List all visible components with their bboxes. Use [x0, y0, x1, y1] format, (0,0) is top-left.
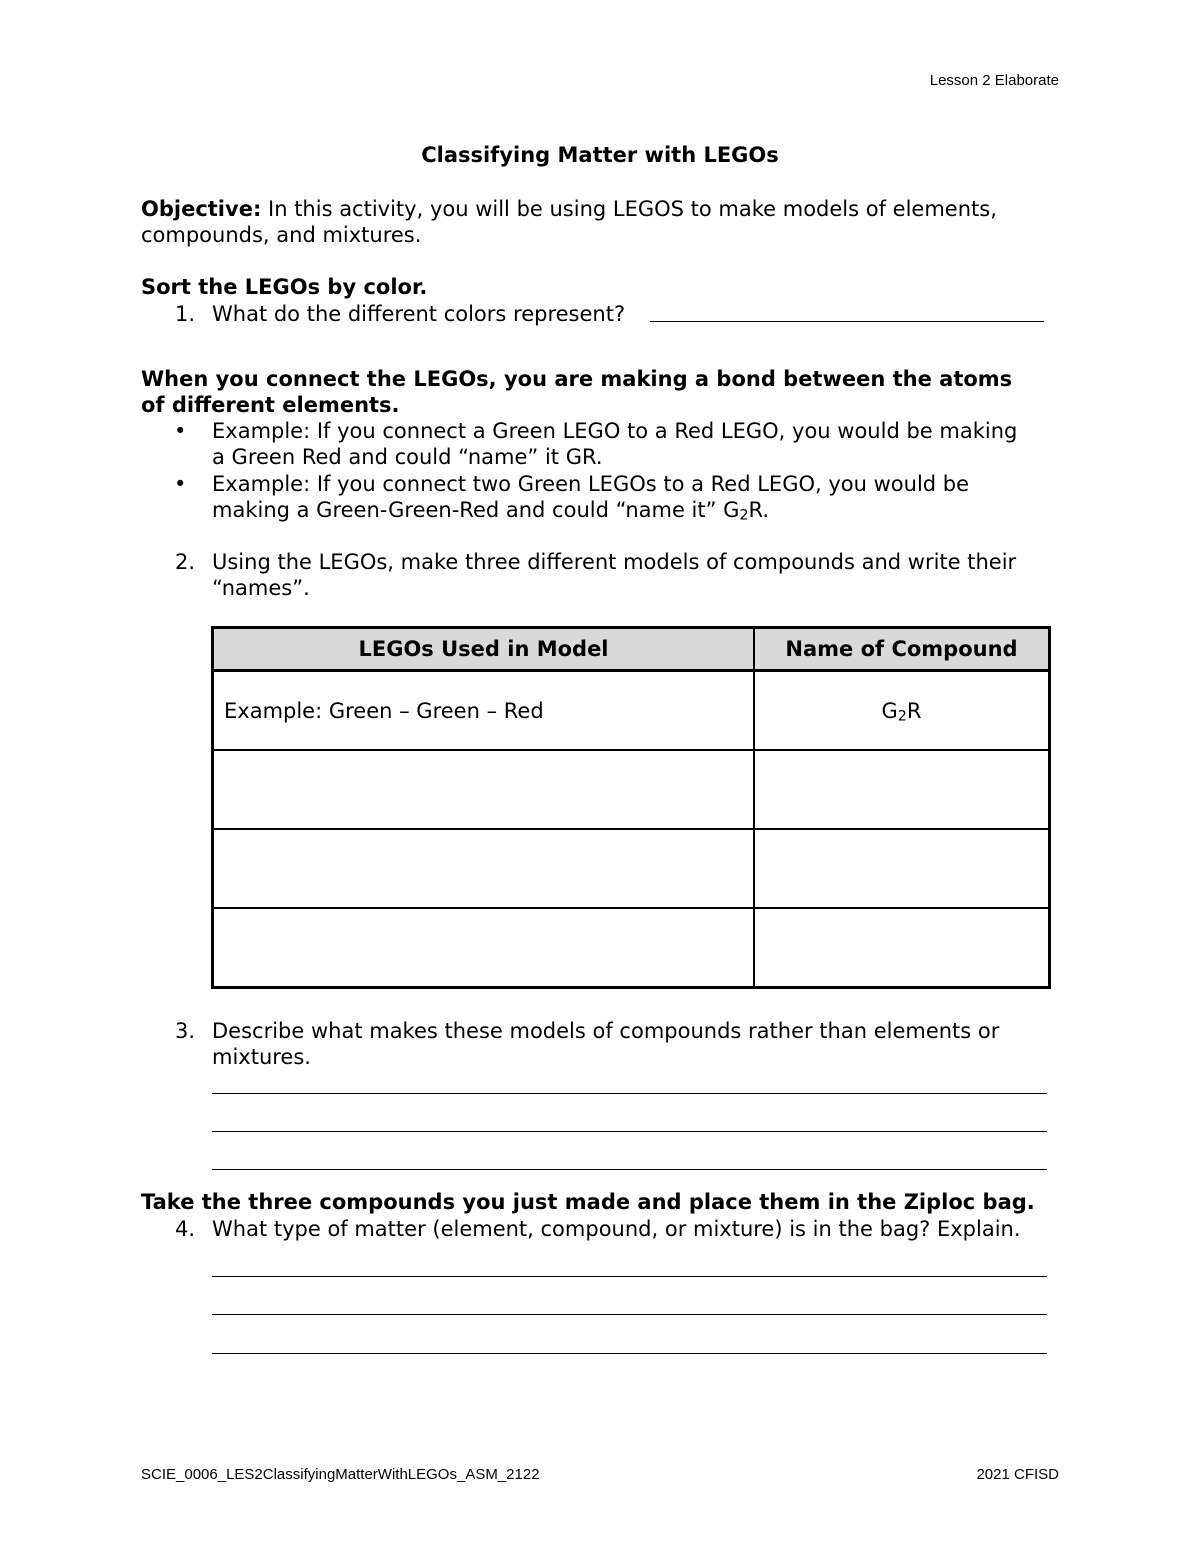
q1-number: 1. [175, 302, 196, 326]
bond-heading-1: When you connect the LEGOs, you are making a bond between the atoms [141, 367, 1013, 391]
bullet-2-line-1: Example: If you connect two Green LEGOs to a Red LEGO, you would be [212, 472, 970, 496]
table-row-example [213, 671, 1050, 751]
bullet-dot-2: • [174, 472, 187, 496]
table-header-row [213, 628, 1050, 671]
name-input-cell[interactable] [754, 750, 1050, 829]
footer-doc-code: SCIE_0006_LES2ClassifyingMatterWithLEGOs_ASM_2122 [141, 1466, 540, 1483]
name-input-cell[interactable] [754, 908, 1050, 988]
table-row [213, 908, 1050, 988]
example-name-cell: $G_2R$ [754, 671, 1050, 751]
q4-number: 4. [175, 1217, 196, 1241]
q3-answer-line-3[interactable] [212, 1169, 1047, 1170]
compounds-table [211, 626, 1051, 989]
header-legos-used: LEGOs Used in Model [213, 628, 755, 671]
bullet-1-line-1: Example: If you connect a Green LEGO to a Red LEGO, you would be making [212, 419, 1018, 443]
objective-text-1: In this activity, you will be using LEGOS to make models of elements, [261, 197, 997, 221]
q4-answer-line-2[interactable] [212, 1314, 1047, 1315]
q2-line-2: “names”. [212, 576, 310, 600]
model-input-cell[interactable] [213, 750, 755, 829]
bullet-2-line-2: making a Green-Green-Red and could “name it” $G_2R$. [212, 498, 770, 524]
objective-label: Objective: [141, 197, 262, 221]
model-input-cell[interactable] [213, 829, 755, 908]
table-row [213, 750, 1050, 829]
q3-line-2: mixtures. [212, 1045, 311, 1069]
objective-line-2: compounds, and mixtures. [141, 223, 422, 247]
bond-heading-2: of different elements. [141, 393, 400, 417]
q3-answer-line-2[interactable] [212, 1131, 1047, 1132]
q4-answer-line-1[interactable] [212, 1276, 1047, 1277]
header-compound-name: Name of Compound [754, 628, 1050, 671]
q1-answer-line[interactable] [650, 321, 1044, 322]
example-model-cell: Example: Green – Green – Red [213, 671, 755, 751]
bag-heading: Take the three compounds you just made and place them in the Ziploc bag. [141, 1190, 1035, 1214]
q4-answer-line-3[interactable] [212, 1353, 1047, 1354]
lesson-label: Lesson 2 Elaborate [929, 72, 1059, 89]
table-row [213, 829, 1050, 908]
objective-line-1 [141, 197, 997, 221]
name-input-cell[interactable] [754, 829, 1050, 908]
q2-line-1: Using the LEGOs, make three different models of compounds and write their [212, 550, 1017, 574]
q3-line-1: Describe what makes these models of compounds rather than elements or [212, 1019, 1000, 1043]
q3-number: 3. [175, 1019, 196, 1043]
bullet-dot-1: • [174, 419, 187, 443]
q2-number: 2. [175, 550, 196, 574]
footer-copyright: 2021 CFISD [976, 1466, 1059, 1483]
bullet-1-line-2: a Green Red and could “name” it GR. [212, 445, 603, 469]
q1-text: What do the different colors represent? [212, 302, 626, 326]
q4-text: What type of matter (element, compound, or mixture) is in the bag? Explain. [212, 1217, 1021, 1241]
sort-heading: Sort the LEGOs by color. [141, 275, 428, 299]
model-input-cell[interactable] [213, 908, 755, 988]
q3-answer-line-1[interactable] [212, 1093, 1047, 1094]
page-title: Classifying Matter with LEGOs [421, 143, 779, 167]
